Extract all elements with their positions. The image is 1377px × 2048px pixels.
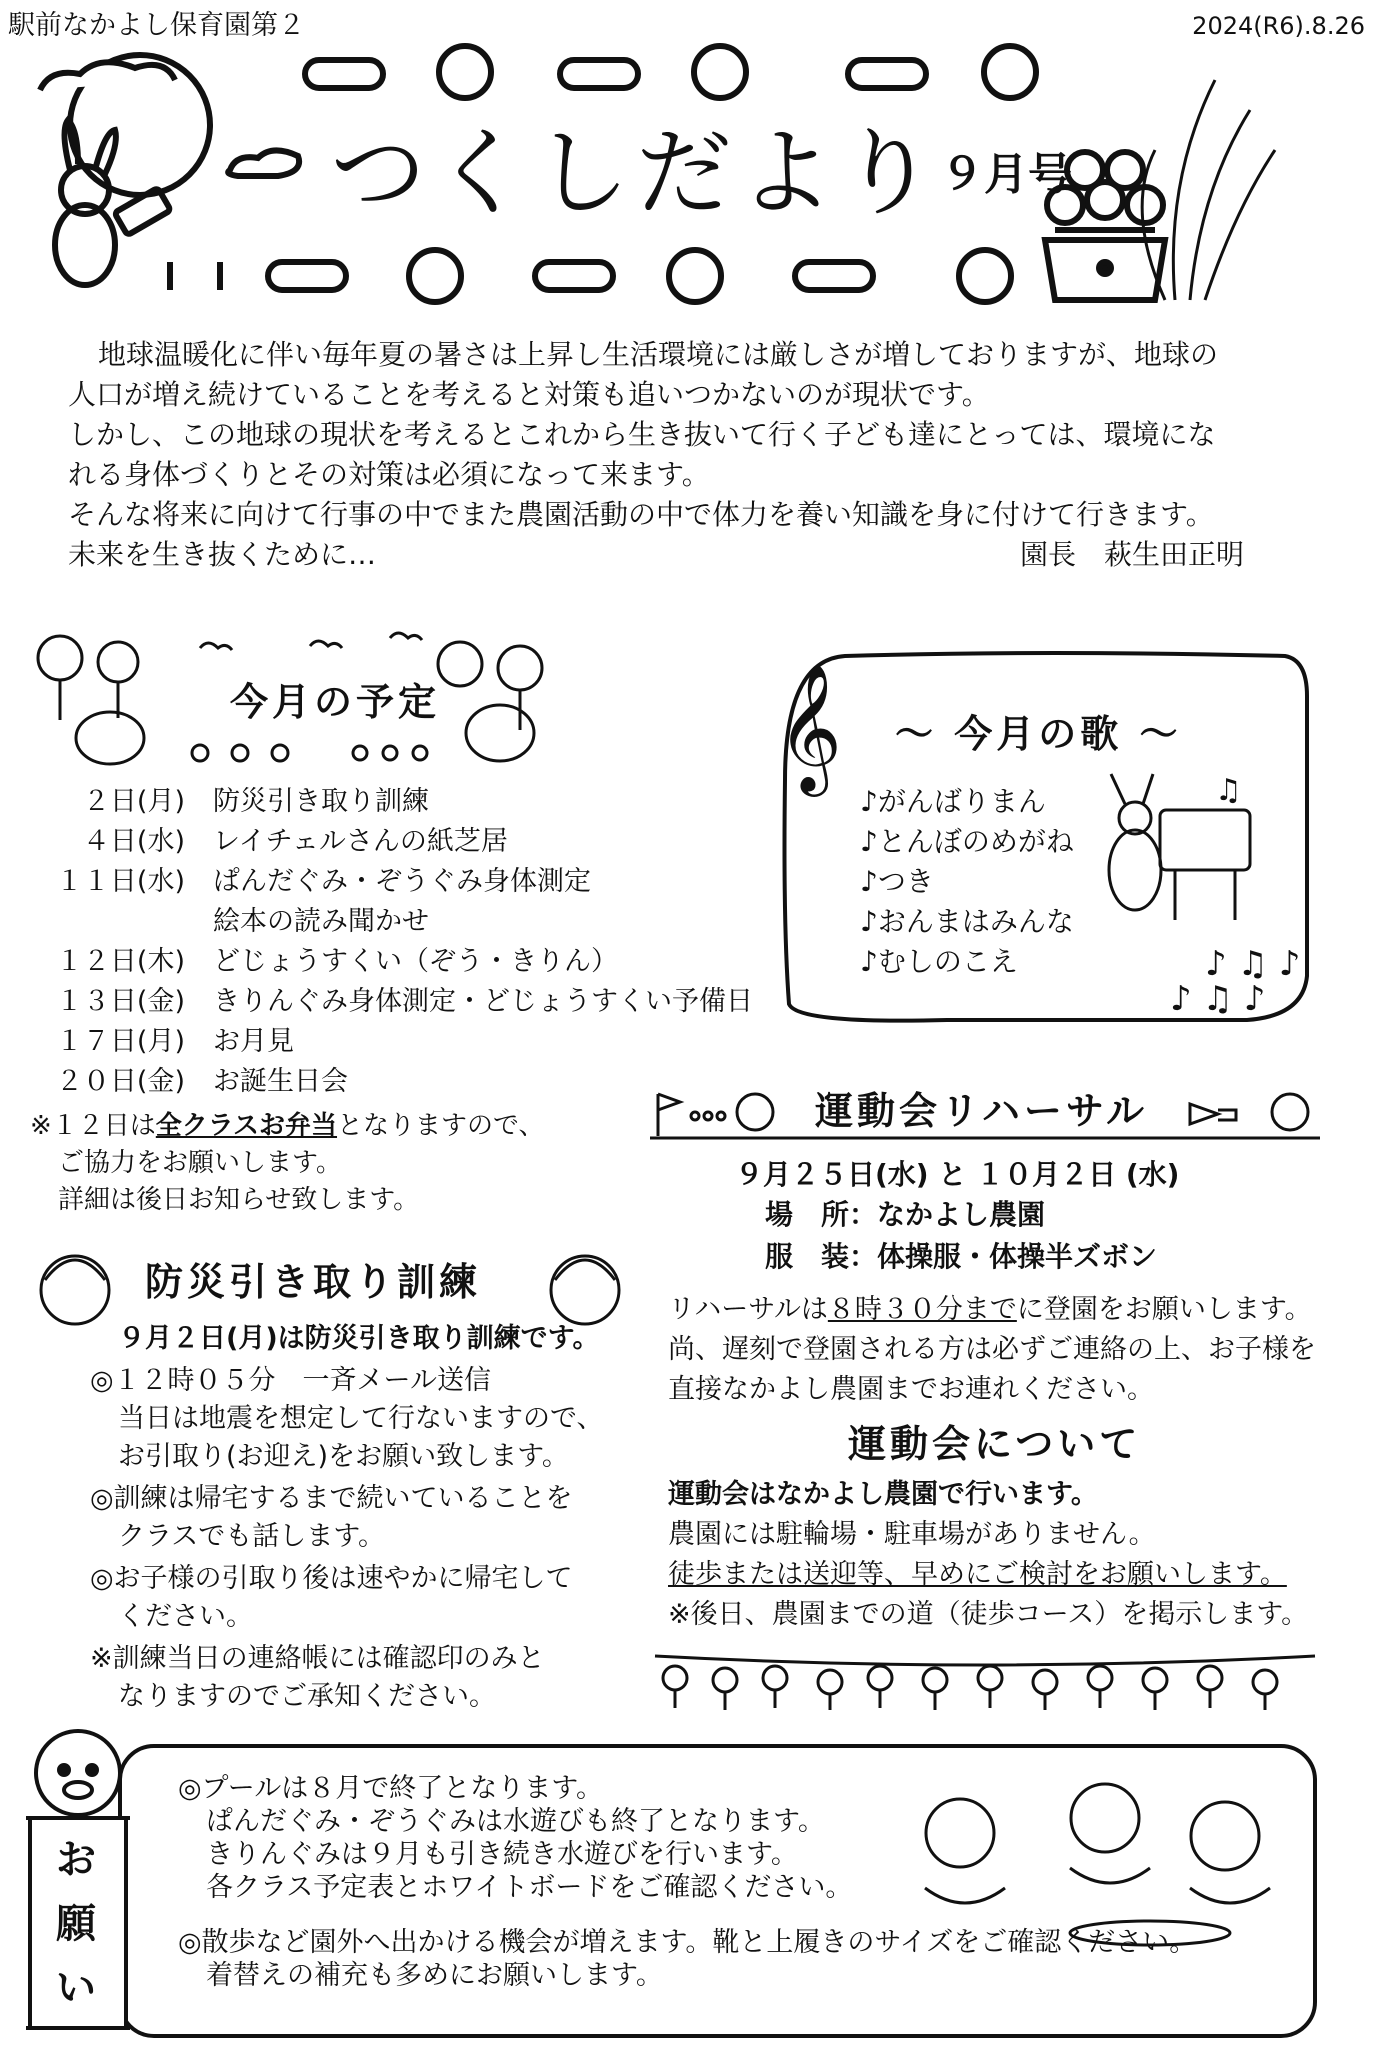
schedule-item — [30, 942, 618, 981]
rehearsal-dress: 服 装：体操服・体操半ズボン — [765, 1240, 1158, 1273]
drill-line: なりますのでご承知ください。 — [118, 1681, 496, 1712]
treble-clef-icon: 𝄞 — [777, 663, 843, 791]
intro-line: しかし、この地球の現状を考えるとこれから生き抜いて行く子ども達にとっては、環境にな — [68, 418, 1216, 451]
note-line: 詳細は後日お知らせ致します。 — [58, 1185, 420, 1215]
sportsday-text: 徒歩または送迎等、早めにご検討をお願いします。 — [668, 1559, 1287, 1590]
music-notes-icon: ♫ — [1215, 773, 1242, 808]
newsletter-title: つくしだより — [330, 117, 942, 229]
schedule-event: 絵本の読み聞かせ — [213, 906, 429, 937]
schedule-item — [30, 902, 429, 941]
rehearsal-text: リハーサルは — [668, 1294, 828, 1325]
sportsday-heading: 運動会について — [848, 1422, 1142, 1466]
schedule-note — [30, 1108, 545, 1219]
schedule-date: ２０日(金) — [55, 1066, 185, 1097]
note-prefix: ※１２日は — [30, 1111, 156, 1141]
intro-line: 人口が増え続けていることを考えると対策も追いつかないのが現状です。 — [68, 378, 990, 411]
issue-date: 2024(R6).8.26 — [1192, 12, 1365, 40]
drill-line: ※訓練当日の連絡帳には確認印のみと — [90, 1643, 545, 1674]
request-line: 着替えの補充も多めにお願いします。 — [206, 1960, 663, 1991]
request-line: 各クラス予定表とホワイトボードをご確認ください。 — [206, 1872, 853, 1903]
request-line: ◎散歩など園外へ出かける機会が増えます。靴と上履きのサイズをご確認ください。 — [178, 1927, 1197, 1958]
song-item: ♪つき — [860, 865, 934, 898]
principal-signature: 園長 萩生田正明 — [1020, 538, 1245, 571]
music-notes-icon: ♪ ♫ ♪ — [1170, 979, 1266, 1019]
schedule-item — [30, 1062, 348, 1101]
music-notes-icon: ♪ ♫ ♪ — [1205, 944, 1301, 984]
request-line: ぱんだぐみ・ぞうぐみは水遊びも終了となります。 — [206, 1806, 825, 1837]
sportsday-text: 運動会はなかよし農園で行います。 — [668, 1479, 1098, 1510]
schedule-date: ４日(水) — [82, 826, 185, 857]
issue-label: ９月号 — [940, 149, 1072, 200]
schedule-event: どじょうすくい（ぞう・きりん） — [213, 946, 618, 977]
schedule-item — [30, 782, 429, 821]
drill-line: ◎お子様の引取り後は速やかに帰宅して — [90, 1563, 573, 1594]
schedule-date: １３日(金) — [55, 986, 185, 1017]
rehearsal-time-emphasis: ８時３０分まで — [827, 1294, 1017, 1325]
song-item: ♪むしのこえ — [860, 945, 1018, 978]
rehearsal-text: 尚、遅刻で登園される方は必ずご連絡の上、お子様を — [668, 1334, 1316, 1365]
intro-line: 地球温暖化に伴い毎年夏の暑さは上昇し生活環境には厳しさが増しておりますが、地球の — [98, 338, 1219, 371]
schedule-event: 防災引き取り訓練 — [213, 786, 429, 817]
schedule-event: ぱんだぐみ・ぞうぐみ身体測定 — [213, 866, 591, 897]
note-emphasis: 全クラスお弁当 — [155, 1111, 338, 1141]
request-line: ◎プールは８月で終了となります。 — [178, 1773, 604, 1804]
note-suffix: となりますので、 — [337, 1111, 545, 1141]
drill-line: ◎１２時０５分 一斉メール送信 — [90, 1365, 492, 1396]
sportsday-notes — [668, 1475, 1308, 1635]
drill-line: 当日は地震を想定して行ないますので、 — [118, 1403, 604, 1434]
drill-heading: 防災引き取り訓練 — [145, 1260, 482, 1304]
schedule-date: １７日(月) — [55, 1026, 185, 1057]
intro-line: そんな将来に向けて行事の中でまた農園活動の中で体力を養い知識を身に付けて行きます。 — [68, 498, 1214, 531]
schedule-item — [30, 1022, 294, 1061]
sportsday-text: 農園には駐輪場・駐車場がありません。 — [668, 1519, 1156, 1550]
note-line: ご協力をお願いします。 — [58, 1148, 342, 1178]
schedule-date: １２日(木) — [55, 946, 185, 977]
intro-line: れる身体づくりとその対策は必須になって来ます。 — [68, 458, 710, 491]
drill-line: ◎訓練は帰宅するまで続いていることを — [90, 1483, 573, 1514]
request-heading: お願い — [56, 1837, 100, 2011]
songs-heading: ～ 今月の歌 ～ — [895, 712, 1182, 756]
cloud-icon — [40, 62, 175, 90]
schedule-date: ２日(月) — [82, 786, 185, 817]
schedule-item — [30, 982, 753, 1021]
request-notes — [178, 1772, 1196, 1992]
schedule-event: お誕生日会 — [213, 1066, 348, 1097]
song-item: ♪とんぼのめがね — [860, 825, 1074, 858]
schedule-event: レイチェルさんの紙芝居 — [213, 826, 508, 857]
request-line: きりんぐみは９月も引き続き水遊びを行います。 — [206, 1839, 798, 1870]
rehearsal-place: 場 所：なかよし農園 — [765, 1198, 1046, 1231]
schedule-date: １１日(水) — [55, 866, 185, 897]
child-hood-icon — [41, 1256, 109, 1324]
schedule-item — [30, 822, 508, 861]
songs-list — [860, 782, 1074, 982]
rehearsal-text: 直接なかよし農園までお連れください。 — [668, 1374, 1154, 1405]
intro-line: 未来を生き抜くために… — [68, 538, 377, 571]
sportsday-text: ※後日、農園までの道（徒歩コース）を掲示します。 — [668, 1599, 1309, 1630]
drill-line: お引取り(お迎え)をお願い致します。 — [118, 1441, 569, 1472]
song-item: ♪おんまはみんな — [860, 905, 1074, 938]
schedule-event: きりんぐみ身体測定・どじょうすくい予備日 — [213, 986, 753, 1017]
drill-line: クラスでも話します。 — [118, 1521, 386, 1552]
song-item: ♪がんばりまん — [860, 785, 1046, 818]
children-running-border — [655, 1648, 1315, 1718]
rehearsal-heading: 運動会リハーサル — [815, 1089, 1148, 1133]
org-name: 駅前なかよし保育園第２ — [8, 10, 305, 41]
schedule-heading: 今月の予定 — [230, 680, 441, 724]
rehearsal-dates: ９月２５日(水) と １０月２日 (水) — [735, 1158, 1180, 1191]
drill-details — [90, 1362, 603, 1716]
schedule-event: お月見 — [213, 1026, 294, 1057]
rehearsal-text: に登園をお願いします。 — [1016, 1294, 1312, 1325]
rehearsal-notes — [668, 1290, 1316, 1410]
schedule-item — [30, 862, 591, 901]
drill-lead: ９月２日(月)は防災引き取り訓練です。 — [118, 1323, 600, 1354]
drill-line: ください。 — [118, 1601, 253, 1632]
